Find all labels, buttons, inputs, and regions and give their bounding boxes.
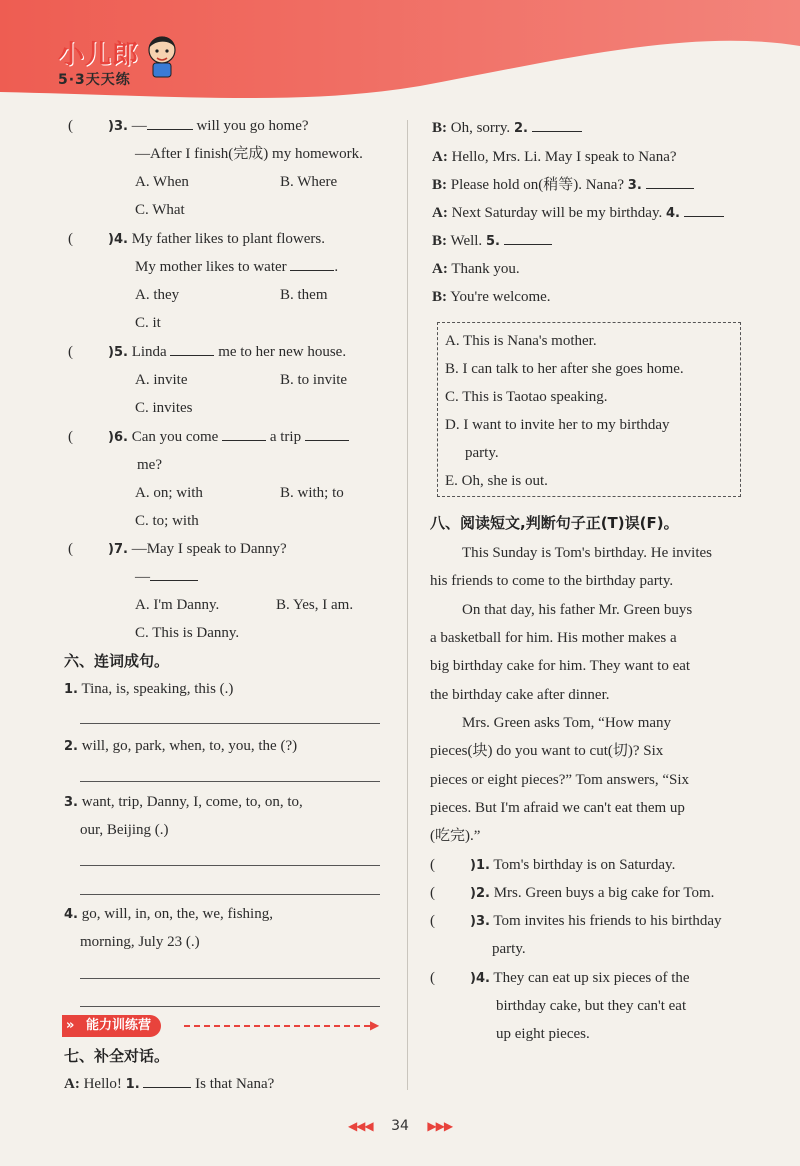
answer-blank[interactable]	[222, 427, 266, 441]
right-arrows-icon: ▶▶▶	[427, 1119, 453, 1133]
passage-line: pieces(块) do you want to cut(切)? Six	[430, 743, 664, 759]
answer-blank[interactable]	[143, 1074, 191, 1088]
answer-blank[interactable]	[646, 175, 694, 189]
tf-question-4: ( )4. They can eat up six pieces of the	[430, 970, 690, 986]
option-b: B. Where	[280, 174, 338, 190]
boy-mascot-icon	[144, 30, 180, 78]
dialog-option-d-cont: party.	[465, 445, 499, 461]
s6-item-3-line2: our, Beijing (.)	[80, 822, 169, 838]
tf-question-2: ( )2. Mrs. Green buys a big cake for Tom.	[430, 885, 715, 901]
dialog-option-b: B. I can talk to her after she goes home.	[445, 361, 684, 377]
passage-line: big birthday cake for him. They want to eat	[430, 658, 691, 674]
question-7: ( )7. —May I speak to Danny?	[68, 541, 287, 557]
option-a: A. they	[135, 287, 180, 303]
option-a: A. invite	[135, 372, 188, 388]
logo-title: 小儿郎	[58, 40, 140, 70]
answer-blank[interactable]	[504, 231, 552, 245]
option-c: C. This is Danny.	[135, 625, 240, 641]
question-5: ( )5. Linda me to her new house.	[68, 344, 347, 360]
answer-line[interactable]	[80, 978, 380, 979]
tf-question-4-cont2: up eight pieces.	[496, 1026, 590, 1042]
option-b: B. with; to	[280, 485, 344, 501]
answer-blank[interactable]	[290, 257, 334, 271]
option-c: C. invites	[135, 400, 193, 416]
section-7-title: 七、补全对话。	[64, 1047, 170, 1065]
answer-line[interactable]	[80, 865, 380, 866]
dialog-line-3: A: Hello, Mrs. Li. May I speak to Nana?	[432, 149, 677, 165]
answer-line[interactable]	[80, 781, 380, 782]
question-7-reply: —	[135, 567, 198, 587]
dialog-option-d: D. I want to invite her to my birthday	[445, 417, 670, 433]
dialog-line-1: A: Hello! 1. Is that Nana?	[64, 1076, 275, 1092]
brand-logo	[58, 34, 139, 89]
answer-line[interactable]	[80, 723, 380, 724]
ability-training-badge: 能力训练营	[62, 1015, 161, 1037]
passage-line: Mrs. Green asks Tom, “How many	[462, 715, 672, 731]
option-a: A. When	[135, 174, 189, 190]
option-b: B. to invite	[280, 372, 348, 388]
option-a: A. I'm Danny.	[135, 597, 220, 613]
answer-line[interactable]	[80, 1006, 380, 1007]
s6-item-4: 4. go, will, in, on, the, we, fishing,	[64, 906, 273, 922]
option-c: C. to; with	[135, 513, 199, 529]
dialog-line-6: B: Well. 5.	[432, 231, 552, 252]
page-number: 34	[391, 1118, 409, 1134]
question-6-line2: me?	[137, 457, 162, 473]
dialog-line-8: B: You're welcome.	[432, 289, 551, 305]
option-c: C. it	[135, 315, 161, 331]
answer-blank[interactable]	[684, 203, 724, 217]
tf-question-3-cont: party.	[492, 941, 526, 957]
section-6-title: 六、连词成句。	[64, 652, 170, 670]
option-c: C. What	[135, 202, 185, 218]
option-a: A. on; with	[135, 485, 203, 501]
question-4: ( )4. My father likes to plant flowers.	[68, 231, 325, 247]
tf-question-4-cont: birthday cake, but they can't eat	[496, 998, 687, 1014]
dialog-option-c: C. This is Taotao speaking.	[445, 389, 608, 405]
dialog-line-5: A: Next Saturday will be my birthday. 4.	[432, 203, 724, 224]
dialog-line-2: B: Oh, sorry. 2.	[432, 118, 582, 139]
passage-line: On that day, his father Mr. Green buys	[462, 602, 693, 618]
passage-line: pieces. But I'm afraid we can't eat them up	[430, 800, 685, 816]
question-4-line2: My mother likes to water .	[135, 259, 339, 275]
question-6: ( )6. Can you come a trip	[68, 427, 349, 448]
tf-question-1: ( )1. Tom's birthday is on Saturday.	[430, 857, 676, 873]
answer-blank[interactable]	[170, 342, 214, 356]
answer-blank[interactable]	[150, 567, 198, 581]
arrow-tip-icon: ▶	[370, 1018, 380, 1032]
answer-blank[interactable]	[147, 116, 193, 130]
passage-line: the birthday cake after dinner.	[430, 687, 610, 703]
logo-subtitle: 5·3天天练	[58, 72, 131, 88]
s6-item-3: 3. want, trip, Danny, I, come, to, on, to,	[64, 794, 303, 810]
passage-line: (吃完).”	[430, 828, 481, 844]
s6-item-1: 1. Tina, is, speaking, this (.)	[64, 681, 234, 697]
section-8-title: 八、阅读短文,判断句子正(T)误(F)。	[430, 514, 679, 532]
option-b: B. Yes, I am.	[276, 597, 354, 613]
s6-item-4-line2: morning, July 23 (.)	[80, 934, 200, 950]
left-arrows-icon: ◀◀◀	[347, 1119, 373, 1133]
dialog-line-4: B: Please hold on(稍等). Nana? 3.	[432, 175, 694, 196]
dialog-option-e: E. Oh, she is out.	[445, 473, 548, 489]
question-3-reply: —After I finish(完成) my homework.	[135, 146, 363, 162]
answer-blank[interactable]	[532, 118, 582, 132]
passage-line: his friends to come to the birthday party.	[430, 573, 674, 589]
dialog-line-7: A: Thank you.	[432, 261, 520, 277]
passage-line: pieces or eight pieces?” Tom answers, “Six	[430, 772, 690, 788]
tf-question-3: ( )3. Tom invites his friends to his birthday	[430, 913, 722, 929]
passage-line: This Sunday is Tom's birthday. He invites	[462, 545, 712, 561]
s6-item-2: 2. will, go, park, when, to, you, the (?)	[64, 738, 298, 754]
page-footer	[0, 1118, 800, 1134]
badge-dash-line	[184, 1025, 370, 1027]
double-arrow-icon: »	[66, 1018, 75, 1033]
option-b: B. them	[280, 287, 328, 303]
question-3: ( )3. — will you go home?	[68, 118, 309, 134]
column-divider	[407, 120, 408, 1090]
answer-blank[interactable]	[305, 427, 349, 441]
dialog-option-a: A. This is Nana's mother.	[445, 333, 597, 349]
passage-line: a basketball for him. His mother makes a	[430, 630, 677, 646]
answer-line[interactable]	[80, 894, 380, 895]
